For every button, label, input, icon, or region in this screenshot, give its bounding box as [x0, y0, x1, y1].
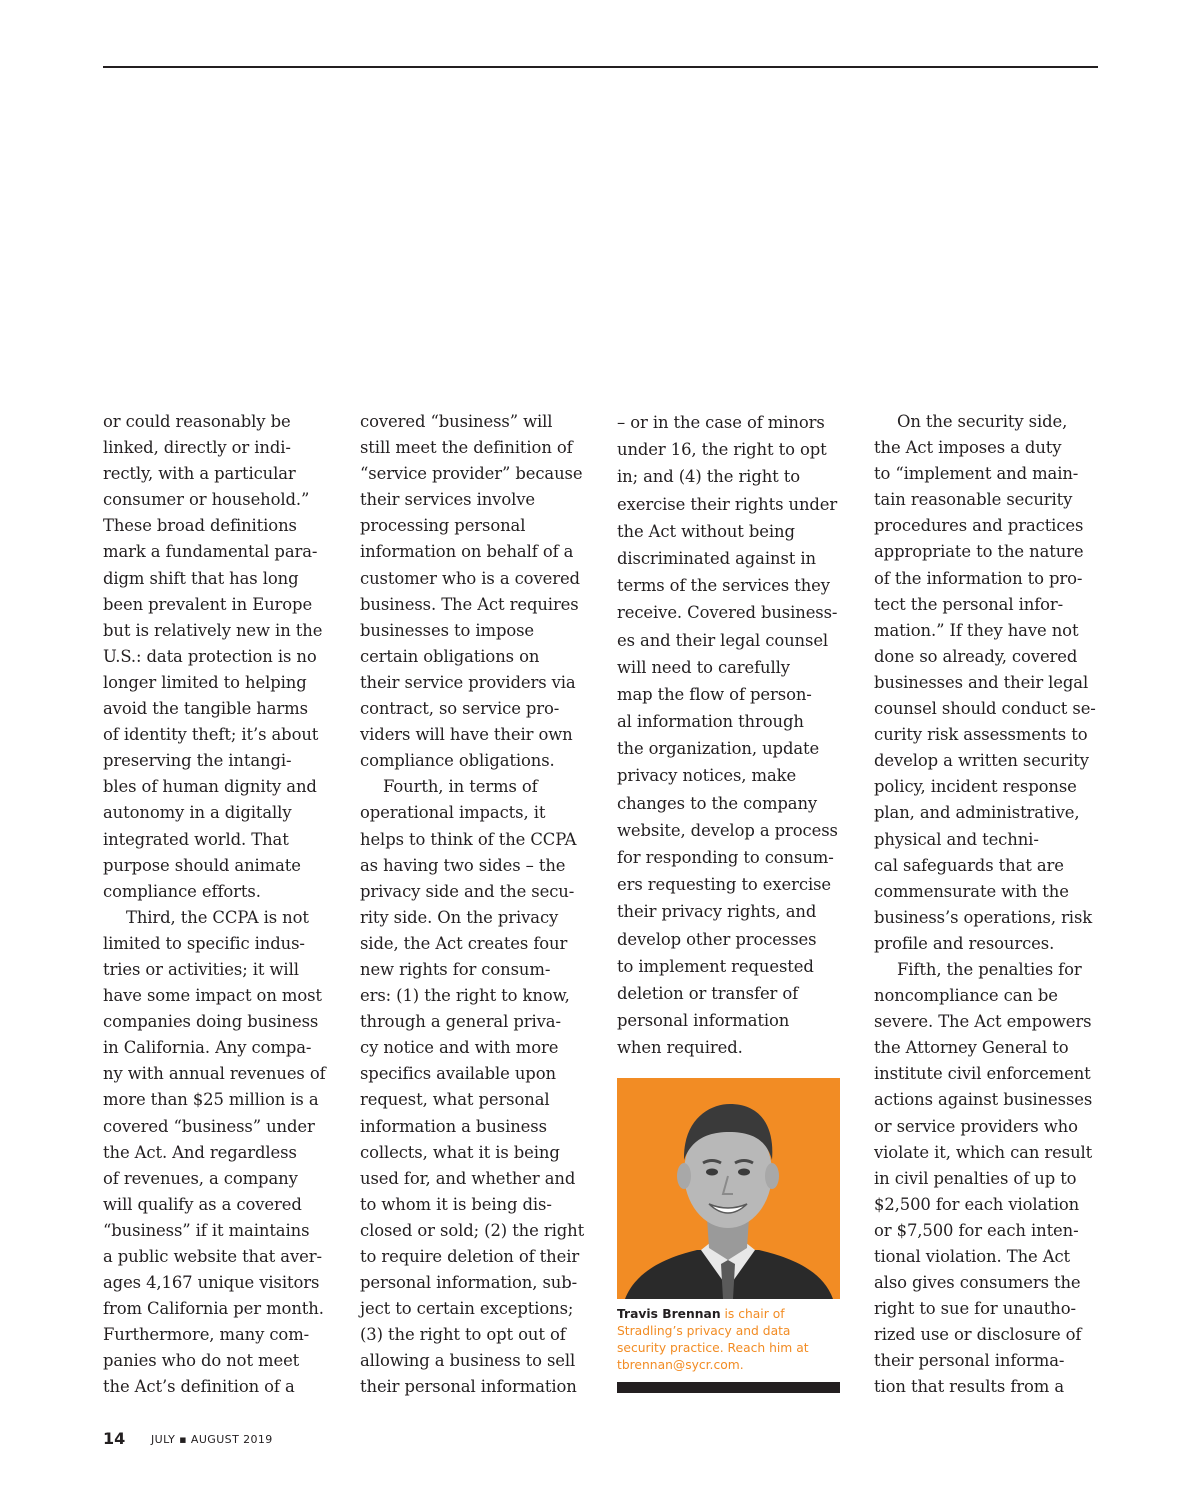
article-text-line: as having two sides – the	[360, 855, 566, 875]
article-text-line: Fifth, the penalties for	[897, 959, 1082, 979]
article-text-line: under 16, the right to opt	[617, 440, 827, 460]
article-column-2	[360, 409, 596, 1401]
article-text-line: compliance efforts.	[103, 881, 261, 901]
article-text-line: physical and techni-	[874, 829, 1039, 849]
article-text-line: the Act without being	[617, 521, 795, 541]
article-text-line: a public website that aver-	[103, 1247, 322, 1266]
article-text-line: cy notice and with more	[360, 1038, 559, 1058]
article-text-line: avoid the tangible harms	[103, 699, 308, 719]
article-text-line: al information through	[617, 712, 804, 732]
article-text-line: businesses and their legal	[874, 672, 1089, 692]
author-name: Travis Brennan	[617, 1307, 721, 1321]
article-text-line: contract, so service pro-	[360, 699, 560, 719]
article-text-line: to require deletion of their	[360, 1247, 580, 1266]
article-text-line: the Attorney General to	[874, 1038, 1069, 1058]
article-text-line: their service providers via	[360, 672, 576, 692]
article-text-line: privacy side and the secu-	[360, 881, 575, 901]
article-text-line: Fourth, in terms of	[383, 777, 538, 797]
article-text-line: the Act imposes a duty	[874, 438, 1062, 458]
article-text-line: $2,500 for each violation	[874, 1194, 1080, 1214]
article-text-line: exercise their rights under	[617, 494, 838, 514]
article-text-line: side, the Act creates four	[360, 933, 568, 953]
article-text-line: in civil penalties of up to	[874, 1168, 1077, 1188]
article-text-line: digm shift that has long	[103, 568, 299, 588]
article-text-line: personal information, sub-	[360, 1273, 578, 1293]
article-text-line: rized use or disclosure of	[874, 1325, 1082, 1345]
article-text-line: their privacy rights, and	[617, 902, 817, 922]
article-text-line: autonomy in a digitally	[103, 803, 292, 823]
article-text-line: closed or sold; (2) the right	[360, 1220, 585, 1240]
article-text-line: processing personal	[360, 516, 526, 536]
article-text-line: more than $25 million is a	[103, 1090, 319, 1110]
article-text-line: also gives consumers the	[874, 1273, 1081, 1293]
article-text-line: longer limited to helping	[103, 672, 307, 692]
article-text-line: in California. Any compa-	[103, 1038, 312, 1058]
article-text-line: bles of human dignity and	[103, 777, 317, 797]
article-text-line: tain reasonable security	[874, 490, 1073, 510]
article-text-line: es and their legal counsel	[617, 630, 829, 650]
article-text-line: from California per month.	[103, 1299, 324, 1319]
article-text-line: terms of the services they	[617, 576, 830, 596]
article-text-line: viders will have their own	[360, 725, 573, 745]
article-text-line: the Act. And regardless	[103, 1142, 297, 1162]
article-text-line: ny with annual revenues of	[103, 1064, 326, 1084]
article-text-line: integrated world. That	[103, 829, 289, 849]
article-column-4	[874, 409, 1110, 1401]
article-text-line: in; and (4) the right to	[617, 467, 801, 487]
article-text-line: procedures and practices	[874, 516, 1084, 536]
article-text-line: privacy notices, make	[617, 766, 797, 786]
author-email: tbrennan@sycr.com.	[617, 1358, 744, 1372]
article-text-line: used for, and whether and	[360, 1168, 576, 1188]
article-text-line: the organization, update	[617, 739, 820, 759]
article-text-line: website, develop a process	[617, 820, 838, 840]
article-text-line: through a general priva-	[360, 1012, 561, 1032]
article-text-line: right to sue for unautho-	[874, 1299, 1076, 1319]
article-text-line: violate it, which can result	[874, 1142, 1093, 1162]
article-text-line: companies doing business	[103, 1012, 319, 1032]
article-text-line: to whom it is being dis-	[360, 1194, 552, 1214]
article-text-line: ers: (1) the right to know,	[360, 986, 570, 1006]
article-text-line: when required.	[617, 1038, 743, 1058]
article-text-line: operational impacts, it	[360, 803, 546, 823]
article-text-line: profile and resources.	[874, 933, 1055, 953]
article-text-line: will need to carefully	[617, 657, 790, 677]
article-text-line: certain obligations on	[360, 646, 540, 666]
article-text-line: changes to the company	[617, 793, 818, 813]
article-text-line: of the information to pro-	[874, 568, 1083, 588]
article-text-line: cal safeguards that are	[874, 855, 1064, 875]
article-text-line: for responding to consum-	[617, 848, 834, 867]
article-text-line: covered “business” under	[103, 1116, 315, 1136]
article-text-line: tries or activities; it will	[103, 959, 299, 979]
article-text-line: or $7,500 for each inten-	[874, 1220, 1079, 1240]
article-text-line: specifics available upon	[360, 1064, 556, 1084]
article-text-line: develop other processes	[617, 929, 817, 949]
article-text-line: have some impact on most	[103, 986, 322, 1006]
caption-rule	[617, 1382, 840, 1393]
article-text-line: appropriate to the nature	[874, 542, 1084, 562]
article-text-line: but is relatively new in the	[103, 620, 323, 640]
article-text-line: information on behalf of a	[360, 542, 574, 562]
article-text-line: of revenues, a company	[103, 1168, 298, 1188]
article-text-line: ages 4,167 unique visitors	[103, 1273, 320, 1293]
article-text-line: covered “business” will	[360, 412, 553, 431]
article-text-line: develop a written security	[874, 751, 1089, 771]
article-text-line: will qualify as a covered	[103, 1194, 302, 1214]
article-text-line: their personal informa-	[874, 1351, 1065, 1371]
article-text-line: mark a fundamental para-	[103, 542, 318, 562]
article-text-line: counsel should conduct se-	[874, 699, 1096, 719]
article-text-line: business’s operations, risk	[874, 907, 1093, 927]
article-text-line: information a business	[360, 1116, 547, 1136]
article-text-line: new rights for consum-	[360, 959, 551, 979]
article-text-line: consumer or household.”	[103, 490, 310, 510]
article-text-line: Third, the CCPA is not	[126, 907, 309, 927]
author-role: is chair of	[720, 1307, 785, 1321]
article-column-3	[617, 409, 853, 1062]
article-text-line: personal information	[617, 1011, 790, 1031]
article-text-line: their personal information	[360, 1377, 577, 1397]
article-text-line: These broad definitions	[103, 516, 297, 536]
article-text-line: policy, incident response	[874, 777, 1077, 797]
article-text-line: actions against businesses	[874, 1090, 1093, 1110]
article-text-line: (3) the right to opt out of	[360, 1325, 566, 1345]
article-text-line: or could reasonably be	[103, 412, 291, 431]
article-text-line: request, what personal	[360, 1090, 550, 1110]
article-text-line: of identity theft; it’s about	[103, 725, 319, 745]
article-text-line: “service provider” because	[360, 464, 583, 484]
article-text-line: their services involve	[360, 490, 536, 510]
article-text-line: rity side. On the privacy	[360, 907, 559, 927]
article-text-line: preserving the intangi-	[103, 751, 292, 771]
article-text-line: map the flow of person-	[617, 684, 812, 704]
article-text-line: limited to specific indus-	[103, 933, 305, 953]
article-text-line: deletion or transfer of	[617, 983, 799, 1003]
article-text-line: tion that results from a	[874, 1377, 1065, 1397]
article-column-1	[103, 409, 339, 1401]
article-text-line: On the security side,	[897, 412, 1068, 431]
article-text-line: plan, and administrative,	[874, 803, 1080, 823]
author-caption-line: security practice. Reach him at	[617, 1341, 809, 1355]
article-text-line: Furthermore, many com-	[103, 1325, 310, 1345]
article-text-line: purpose should animate	[103, 855, 301, 875]
article-text-line: been prevalent in Europe	[103, 594, 313, 614]
article-text-line: businesses to impose	[360, 620, 535, 640]
article-text-line: business. The Act requires	[360, 594, 579, 614]
article-text-line: mation.” If they have not	[874, 620, 1079, 640]
article-text-line: curity risk assessments to	[874, 725, 1088, 745]
author-headshot-icon	[617, 1078, 840, 1299]
article-text-line: ject to certain exceptions;	[360, 1299, 574, 1319]
article-text-line: or service providers who	[874, 1116, 1078, 1136]
article-text-line: linked, directly or indi-	[103, 438, 291, 458]
article-text-line: helps to think of the CCPA	[360, 829, 577, 849]
article-text-line: still meet the definition of	[360, 438, 573, 458]
article-text-line: collects, what it is being	[360, 1142, 560, 1162]
author-photo	[617, 1078, 840, 1299]
article-text-line: to implement requested	[617, 956, 814, 976]
author-caption-line: Stradling’s privacy and data	[617, 1324, 791, 1338]
top-rule	[103, 66, 1098, 68]
article-text-line: institute civil enforcement	[874, 1064, 1091, 1084]
article-text-line: U.S.: data protection is no	[103, 646, 317, 666]
article-text-line: “business” if it maintains	[103, 1220, 310, 1240]
article-text-line: noncompliance can be	[874, 986, 1058, 1006]
article-text-line: to “implement and main-	[874, 464, 1079, 484]
article-text-line: rectly, with a particular	[103, 464, 296, 484]
article-text-line: compliance obligations.	[360, 751, 555, 771]
article-text-line: customer who is a covered	[360, 568, 580, 588]
article-text-line: commensurate with the	[874, 881, 1069, 901]
author-caption	[617, 1306, 840, 1374]
issue-date: JULY ▪ AUGUST 2019	[151, 1433, 273, 1446]
article-text-line: tional violation. The Act	[874, 1247, 1071, 1266]
article-text-line: discriminated against in	[617, 548, 816, 568]
article-text-line: tect the personal infor-	[874, 594, 1064, 614]
article-text-line: allowing a business to sell	[360, 1351, 576, 1371]
article-text-line: done so already, covered	[874, 646, 1078, 666]
article-text-line: ers requesting to exercise	[617, 875, 832, 895]
article-text-line: panies who do not meet	[103, 1351, 300, 1371]
page-number: 14	[103, 1429, 126, 1448]
article-text-line: the Act’s definition of a	[103, 1377, 295, 1397]
article-text-line: – or in the case of minors	[617, 413, 825, 432]
article-text-line: receive. Covered business-	[617, 603, 838, 623]
article-text-line: severe. The Act empowers	[874, 1012, 1092, 1032]
